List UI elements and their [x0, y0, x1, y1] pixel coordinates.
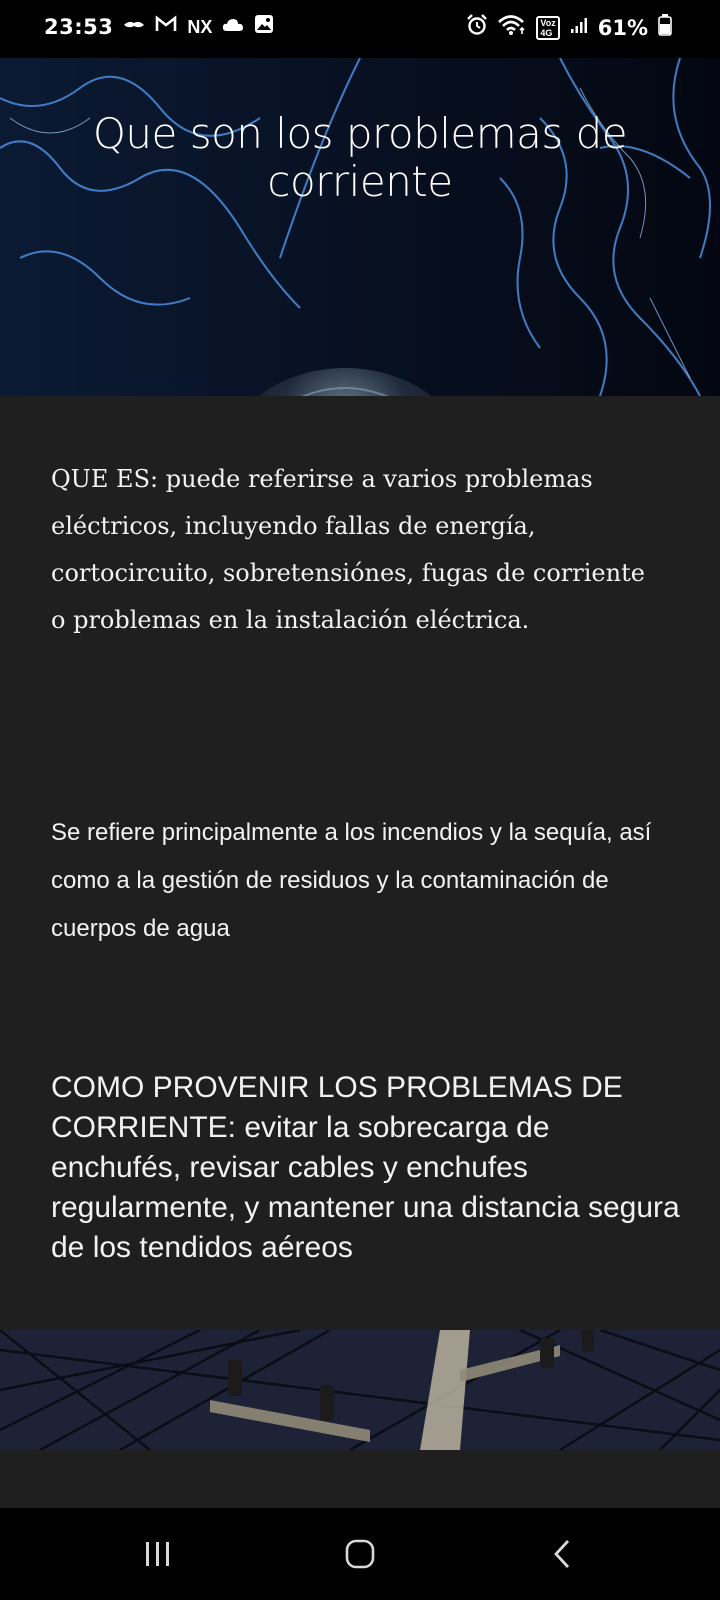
hero-banner [0, 58, 720, 396]
content-section [0, 396, 720, 1330]
signal-icon [570, 16, 588, 39]
back-button[interactable] [532, 1530, 592, 1578]
gmail-icon [155, 15, 177, 38]
home-icon [344, 1538, 376, 1570]
volte-label-top: Voz [540, 17, 556, 28]
clock: 23:53 [44, 14, 114, 39]
nx-icon: NX [187, 16, 213, 37]
handshake-icon [123, 16, 145, 38]
battery-percent: 61% [597, 15, 648, 40]
volte-label-bottom: 4G [540, 27, 553, 38]
spacer [0, 1450, 720, 1508]
back-icon [550, 1538, 574, 1570]
cloud-icon [222, 16, 244, 38]
gallery-icon [254, 14, 274, 39]
recent-apps-icon [143, 1540, 173, 1568]
page-title: Que son los problemas de corriente [92, 109, 628, 206]
status-bar-left [44, 14, 274, 39]
prevention-paragraph: COMO PROVENIR LOS PROBLEMAS DE CORRIENTE: evitar la sobrecarga de enchufés, revisar cables y enchufes regularmente, y mantener una distancia segura de los tendidos aéreos [51, 1071, 680, 1264]
description-paragraph: Se refiere principalmente a los incendios y la sequía, así como a la gestión de residuos y la contaminación de cuerpos de agua [51, 819, 652, 942]
home-button[interactable] [330, 1530, 390, 1578]
power-lines-image [0, 1330, 720, 1450]
wifi-icon [498, 14, 526, 41]
definition-paragraph: QUE ES: puede referirse a varios problemas eléctricos, incluyendo fallas de energía, cortocircuito, sobretensiónes, fugas de corriente o problemas en la instalación eléctrica. [51, 465, 645, 634]
navigation-bar [0, 1508, 720, 1600]
status-bar [0, 0, 720, 58]
alarm-icon [466, 14, 488, 41]
recent-apps-button[interactable] [128, 1530, 188, 1578]
battery-icon [658, 14, 672, 41]
status-bar-right [466, 14, 672, 41]
power-lines-illustration [0, 1330, 720, 1450]
volte-icon [536, 16, 559, 40]
